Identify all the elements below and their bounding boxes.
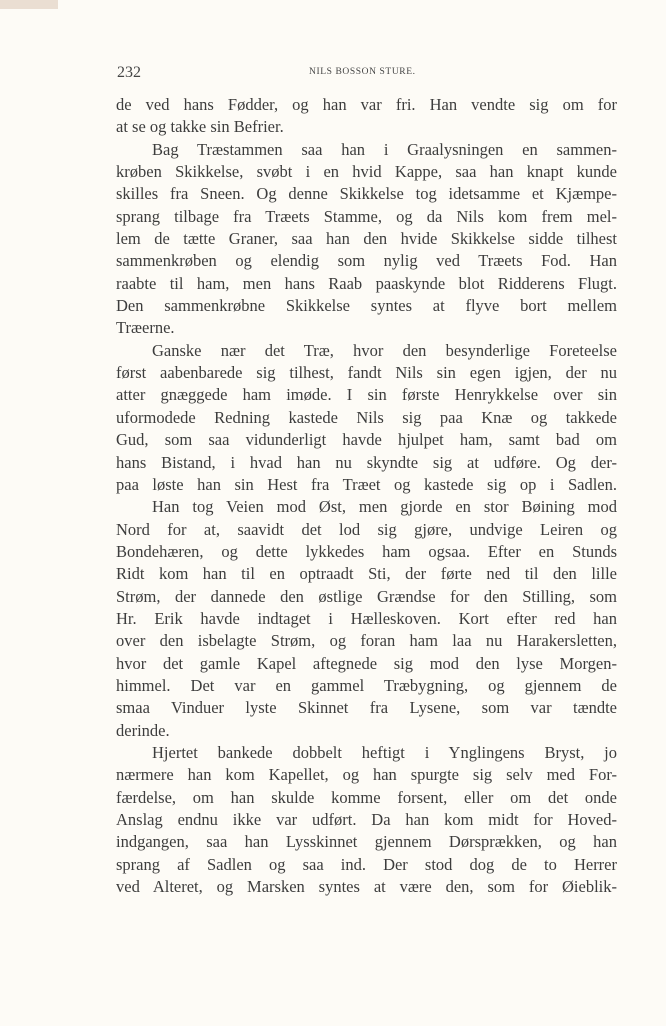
text-line: Nord for at, saavidt det lod sig gjøre, undvige Leiren og: [116, 519, 617, 539]
text-line: nærmere han kom Kapellet, og han spurgte sig selv med For-: [116, 765, 617, 785]
text-line: derinde.: [116, 720, 170, 740]
text-line: himmel. Det var en gammel Træbygning, og gjennem de: [116, 675, 617, 695]
text-line: krøben Skikkelse, svøbt i en hvid Kappe, saa han knapt kunde: [116, 162, 617, 182]
text-line: indgangen, saa han Lysskinnet gjennem Dørsprækken, og han: [116, 832, 617, 852]
page-header: [117, 64, 617, 84]
text-line: Hr. Erik havde indtaget i Hælleskoven. Kort efter red han: [116, 608, 617, 628]
scan-corner-mark: [0, 0, 58, 9]
text-line: Bondehæren, og dette lykkedes ham ogsaa. Efter en Stunds: [116, 541, 617, 561]
text-line: ved Alteret, og Marsken syntes at være den, som for Øieblik-: [116, 877, 617, 897]
text-line: skilles fra Sneen. Og denne Skikkelse tog idetsamme et Kjæmpe-: [116, 184, 617, 204]
text-line: sprang tilbage fra Træets Stamme, og da Nils kom frem mel-: [116, 206, 617, 226]
text-line: over den isbelagte Strøm, og foran ham laa nu Harakersletten,: [116, 631, 617, 651]
page-number: 232: [117, 64, 141, 81]
text-line: Anslag endnu ikke var udført. Da han kom midt for Hoved-: [116, 810, 617, 829]
body-text: [116, 94, 617, 898]
text-line: Hjertet bankede dobbelt heftigt i Ynglingens Bryst, jo: [152, 742, 617, 762]
text-line: paa løste han sin Hest fra Træet og kastede sig op i Sadlen.: [116, 474, 617, 494]
text-line: Bag Træstammen saa han i Graalysningen en sammen-: [152, 139, 617, 159]
text-line: sammenkrøben og elendig som nylig ved Træets Fod. Han: [116, 251, 617, 271]
text-line: raabte til ham, men hans Raab paaskynde blot Ridderens Flugt.: [116, 273, 617, 293]
text-line: Den sammenkrøbne Skikkelse syntes at flyve bort mellem: [116, 296, 617, 316]
text-line: først aabenbarede sig tilhest, fandt Nils sin egen igjen, der nu: [116, 363, 617, 383]
text-line: hvor det gamle Kapel aftegnede sig mod den lyse Morgen-: [116, 653, 617, 673]
text-line: sprang af Sadlen og saa ind. Der stod dog de to Herrer: [116, 854, 617, 874]
text-line: lem de tætte Graner, saa han den hvide Skikkelse sidde tilhest: [116, 229, 617, 249]
text-line: at se og takke sin Befrier.: [116, 117, 284, 137]
text-line: Træerne.: [116, 318, 175, 338]
text-line: Ridt kom han til en optraadt Sti, der førte ned til den lille: [116, 564, 617, 584]
text-line: atter gnæggede ham imøde. I sin første Henrykkelse over sin: [116, 385, 617, 405]
text-line: Ganske nær det Træ, hvor den besynderlige Foreteelse: [152, 340, 617, 360]
running-title: NILS BOSSON STURE.: [309, 67, 416, 77]
text-line: Strøm, der dannede den østlige Grændse for den Stilling, som: [116, 586, 617, 606]
text-line: de ved hans Fødder, og han var fri. Han vendte sig om for: [116, 95, 617, 114]
text-line: smaa Vinduer lyste Skinnet fra Lysene, som var tændte: [116, 698, 617, 718]
text-line: uformodede Redning kastede Nils sig paa Knæ og takkede: [116, 407, 617, 427]
text-line: hans Bistand, i hvad han nu skyndte sig at udføre. Og der-: [116, 452, 617, 472]
text-line: Han tog Veien mod Øst, men gjorde en stor Bøining mod: [152, 497, 617, 517]
text-line: Gud, som saa vidunderligt havde hjulpet ham, samt bad om: [116, 430, 617, 450]
text-line: færdelse, om han skulde komme forsent, eller om det onde: [116, 787, 617, 807]
